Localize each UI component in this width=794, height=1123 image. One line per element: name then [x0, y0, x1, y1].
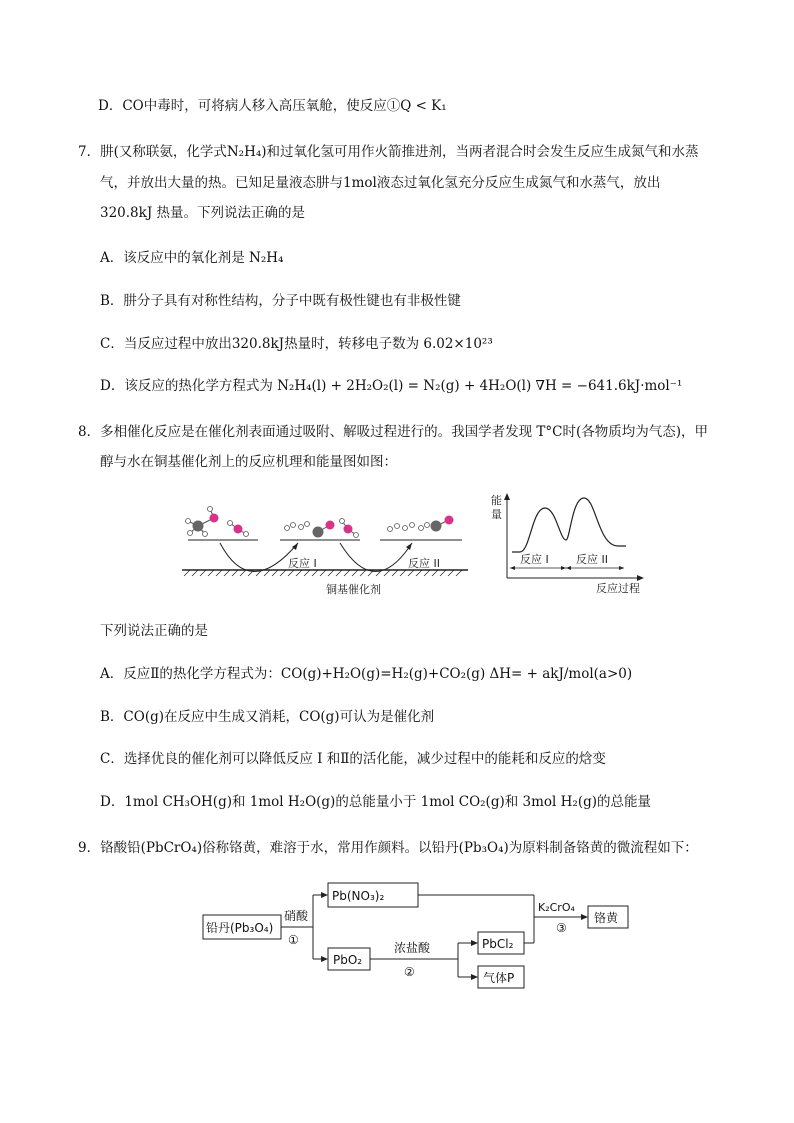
flow-final-box: 铬黄: [594, 911, 619, 925]
q8-prompt: 下列说法正确的是: [100, 623, 208, 639]
energy-diagram: [490, 490, 650, 605]
process-flowchart: [200, 880, 640, 990]
flow-start-box: 铅丹(Pb₃O₄): [206, 921, 274, 935]
q8-option-b: B．CO(g)在反应中生成又消耗，CO(g)可认为是催化剂: [100, 709, 435, 725]
flow-step3-label: ③: [556, 921, 567, 935]
flow-step2-label: ②: [404, 965, 415, 979]
q9-stem: 9．铬酸铅(PbCrO₄)俗称铬黄，难溶于水，常用作颜料。以铅丹(Pb₃O₄)为原料制备铬黄的微流程如下：: [78, 840, 698, 856]
energy-stage2-label: 反应 II: [576, 553, 608, 566]
q8-option-c: C．选择优良的催化剂可以降低反应 I 和Ⅱ的活化能，减少过程中的能耗和反应的焓变: [100, 751, 606, 767]
energy-stage1-label: 反应 I: [520, 553, 549, 566]
q7-stem-line1: 7．肼(又称联氨，化学式N₂H₄)和过氧化氢可用作火箭推进剂，当两者混合时会发生反应生成氮气和水蒸: [78, 144, 699, 160]
q8-stem-line1: 8．多相催化反应是在催化剂表面通过吸附、解吸过程进行的。我国学者发现 T°C时(各物质均为气态)，甲: [78, 424, 708, 440]
q8-option-d: D．1mol CH₃OH(g)和 1mol H₂O(g)的总能量小于 1mol CO₂(g)和 3mol H₂(g)的总能量: [100, 794, 652, 810]
energy-axis-label-2: 量: [491, 508, 502, 521]
mechanism-reaction2-label: 反应 II: [408, 557, 440, 570]
q7-option-c: C．当反应过程中放出320.8kJ热量时，转移电子数为 6.02×10²³: [100, 336, 493, 352]
q6-option-d: D．CO中毒时，可将病人移入高压氧舱，使反应①Q < K₁: [98, 98, 447, 114]
flow-acid1-label: 硝酸: [284, 909, 309, 923]
flow-product2-box: PbO₂: [333, 953, 363, 967]
flow-acid2-label: 浓盐酸: [394, 941, 431, 955]
energy-axis-label-1: 能: [491, 494, 502, 507]
q7-stem-line3: 320.8kJ 热量。下列说法正确的是: [100, 205, 306, 221]
q8-option-a: A．反应Ⅱ的热化学方程式为：CO(g)+H₂O(g)=H₂(g)+CO₂(g) ΔH= + akJ/mol(a>0): [100, 666, 633, 682]
reaction-progress-label: 反应过程: [596, 582, 640, 595]
flow-gas-box: 气体P: [483, 971, 515, 985]
flow-product1-box: Pb(NO₃)₂: [332, 889, 385, 903]
flow-reagent3-label: K₂CrO₄: [538, 901, 575, 914]
mechanism-figure: [180, 495, 480, 600]
catalyst-label: 铜基催化剂: [326, 583, 381, 596]
flow-product3-box: PbCl₂: [482, 937, 514, 951]
mechanism-reaction1-label: 反应 I: [288, 557, 317, 570]
flow-step1-label: ①: [288, 933, 299, 947]
q7-option-b: B．肼分子具有对称性结构，分子中既有极性键也有非极性键: [100, 293, 461, 309]
q8-stem-line2: 醇与水在铜基催化剂上的反应机理和能量图如图：: [100, 454, 397, 470]
q7-option-a: A．该反应中的氧化剂是 N₂H₄: [100, 250, 284, 266]
q7-stem-line2: 气，并放出大量的热。已知足量液态肼与1mol液态过氧化氢充分反应生成氮气和水蒸气，放出: [100, 175, 661, 191]
q7-option-d: D．该反应的热化学方程式为 N₂H₄(l) + 2H₂O₂(l) = N₂(g) + 4H₂O(l) ∇H = −641.6kJ·mol⁻¹: [100, 378, 683, 394]
